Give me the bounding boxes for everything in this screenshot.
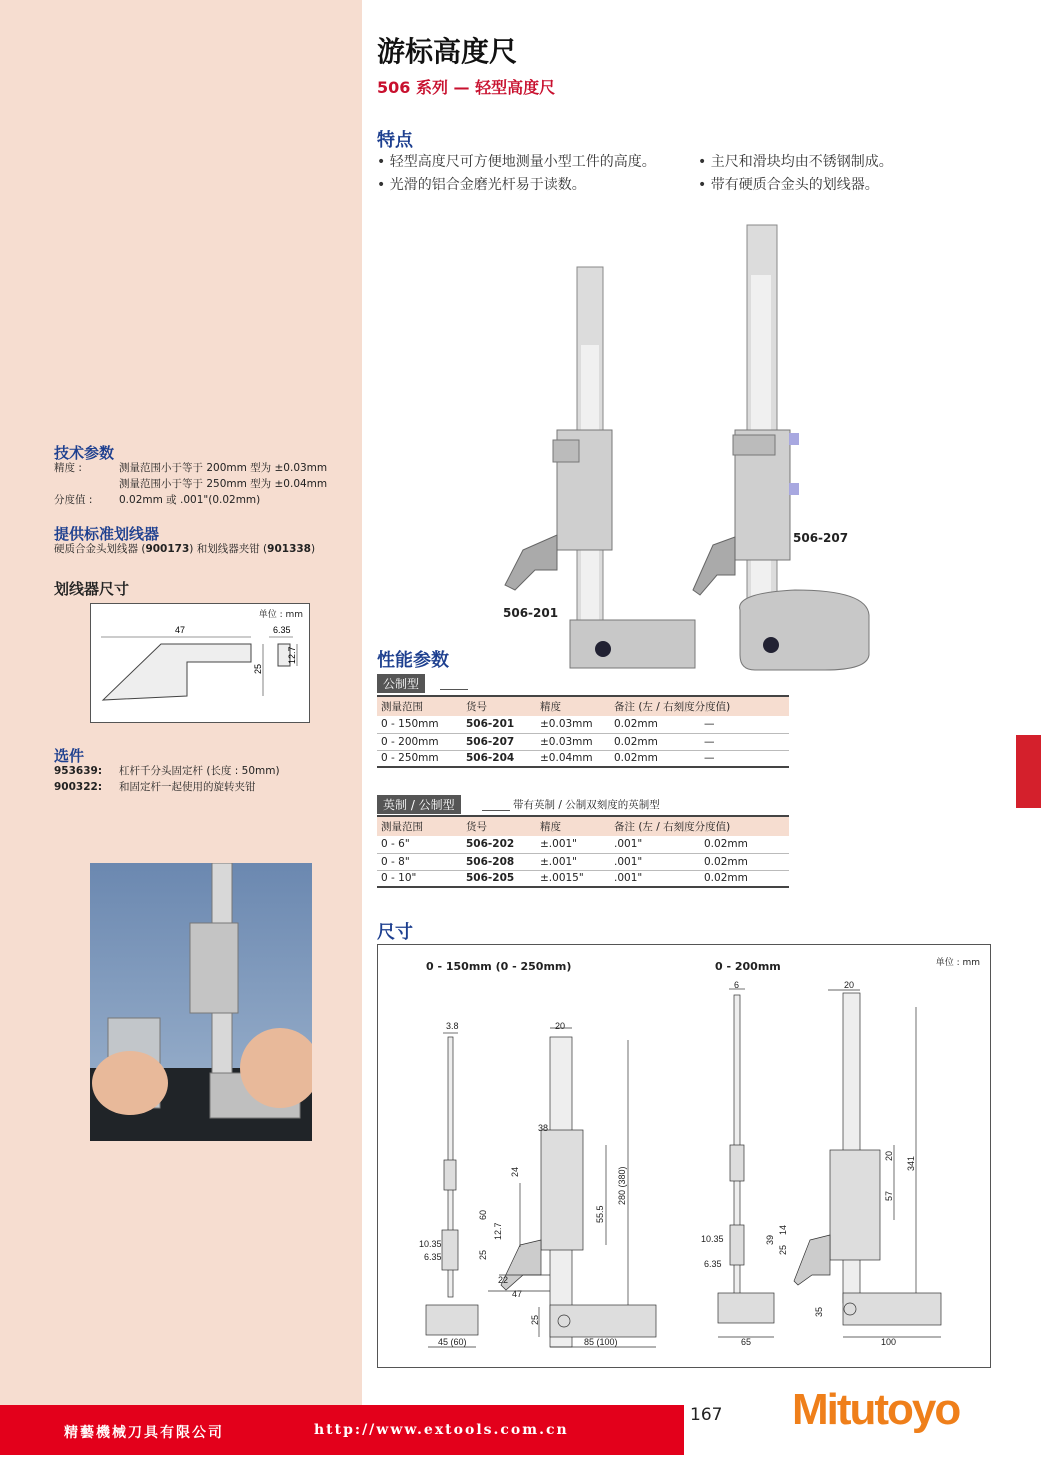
- feature-item: • 轻型高度尺可方便地测量小型工件的高度。: [377, 151, 656, 174]
- scriber-text: 硬质合金头划线器 (900173) 和划线器夹钳 (901338): [54, 543, 316, 555]
- features-heading: 特点: [377, 130, 413, 151]
- svg-text:24: 24: [510, 1166, 520, 1177]
- product-label-a: 506-201: [503, 606, 559, 620]
- svg-text:280 (380): 280 (380): [617, 1166, 627, 1205]
- features-list-right: [698, 151, 893, 197]
- page-subtitle: 506 系列 — 轻型高度尺: [377, 78, 556, 97]
- svg-text:25: 25: [778, 1244, 788, 1255]
- product-label-b: 506-207: [793, 531, 849, 545]
- inch-tag: 英制 / 公制型: [377, 794, 461, 814]
- dimensions-box: [377, 944, 991, 1368]
- metric-tag: 公制型: [377, 673, 425, 693]
- scriber-dims-box: [90, 603, 310, 723]
- accuracy-2: 测量范围小于等于 250mm 型为 ±0.04mm: [119, 478, 328, 490]
- svg-text:100: 100: [881, 1337, 897, 1347]
- table-row: 0 - 10" 506-205 ±.0015" .001" 0.02mm: [377, 870, 789, 887]
- svg-text:3.8: 3.8: [446, 1021, 459, 1031]
- feature-item: • 主尺和滑块均由不锈钢制成。: [698, 151, 893, 174]
- options-list: [54, 763, 354, 795]
- svg-text:20: 20: [844, 980, 855, 990]
- inch-table: [377, 815, 789, 888]
- svg-text:12.7: 12.7: [493, 1222, 503, 1240]
- table-header-row: 测量范围 货号 精度 备注 (左 / 右刻度分度值): [377, 696, 789, 716]
- table-row: 0 - 6" 506-202 ±.001" .001" 0.02mm: [377, 836, 789, 853]
- section-tab: [1016, 735, 1041, 808]
- accuracy-1: 测量范围小于等于 200mm 型为 ±0.03mm: [119, 462, 328, 474]
- svg-text:85 (100): 85 (100): [584, 1337, 618, 1347]
- table-row: 0 - 8" 506-208 ±.001" .001" 0.02mm: [377, 853, 789, 870]
- dimension-drawings: [378, 945, 992, 1369]
- dim-6-35: 6.35: [273, 625, 291, 635]
- table-row: 0 - 150mm 506-201 ±0.03mm 0.02mm —: [377, 716, 789, 733]
- option-item: 953639: 杠杆千分头固定杆 (长度 : 50mm): [54, 765, 280, 777]
- svg-text:38: 38: [538, 1123, 549, 1133]
- dim-47: 47: [175, 625, 186, 635]
- page-number: 167: [690, 1405, 723, 1425]
- svg-text:10.35: 10.35: [701, 1234, 724, 1244]
- footer-company: 精藝機械刀具有限公司: [64, 1425, 224, 1441]
- accuracy-label: 精度 :: [54, 462, 82, 474]
- table-row: 0 - 250mm 506-204 ±0.04mm 0.02mm —: [377, 750, 789, 767]
- performance-heading: 性能参数: [377, 650, 449, 671]
- tech-params: [54, 460, 354, 508]
- svg-text:6.35: 6.35: [424, 1252, 442, 1262]
- graduation-value: 0.02mm 或 .001"(0.02mm): [119, 494, 261, 506]
- dim-12-7: 12.7: [287, 646, 297, 664]
- svg-text:39: 39: [765, 1234, 775, 1245]
- svg-text:20: 20: [884, 1150, 894, 1161]
- footer-bar: [0, 1405, 684, 1455]
- table-header-row: 测量范围 货号 精度 备注 (左 / 右刻度分度值): [377, 816, 789, 836]
- tech-heading: 技术参数: [54, 444, 115, 462]
- svg-text:14: 14: [778, 1224, 788, 1235]
- feature-item: • 带有硬质合金头的划线器。: [698, 174, 893, 197]
- svg-text:10.35: 10.35: [419, 1239, 442, 1249]
- feature-item: • 光滑的铝合金磨光杆易于读数。: [377, 174, 656, 197]
- svg-text:55.5: 55.5: [595, 1205, 605, 1223]
- dims-right-title: 0 - 200mm: [715, 960, 781, 973]
- page-title: 游标高度尺: [377, 35, 518, 68]
- scriber-unit: 单位 : mm: [258, 610, 303, 620]
- scriber-heading: 提供标准划线器: [54, 525, 160, 543]
- svg-text:60: 60: [478, 1209, 488, 1220]
- scriber-dims-heading: 划线器尺寸: [54, 580, 130, 598]
- table-row: 0 - 200mm 506-207 ±0.03mm 0.02mm —: [377, 733, 789, 750]
- svg-text:6.35: 6.35: [704, 1259, 722, 1269]
- svg-text:22: 22: [498, 1275, 509, 1285]
- svg-text:45 (60): 45 (60): [438, 1337, 467, 1347]
- height-gauge-506-207: [693, 225, 869, 670]
- dim-25: 25: [253, 663, 263, 674]
- dims-left-title: 0 - 150mm (0 - 250mm): [426, 960, 572, 973]
- dimensions-heading: 尺寸: [377, 922, 413, 943]
- brand-logo: Mitutoyo: [792, 1385, 960, 1434]
- svg-text:25: 25: [530, 1314, 540, 1325]
- svg-text:47: 47: [512, 1289, 523, 1299]
- svg-text:6: 6: [734, 980, 740, 990]
- inch-note: 带有英制 / 公制双刻度的英制型: [513, 799, 660, 811]
- options-heading: 选件: [54, 747, 85, 765]
- svg-text:35: 35: [814, 1306, 824, 1317]
- graduation-label: 分度值 :: [54, 494, 93, 506]
- svg-text:25: 25: [478, 1249, 488, 1260]
- svg-text:20: 20: [555, 1021, 566, 1031]
- metric-table: [377, 695, 789, 768]
- svg-text:57: 57: [884, 1190, 894, 1201]
- features-list-left: [377, 151, 656, 197]
- svg-text:341: 341: [906, 1155, 916, 1171]
- footer-url[interactable]: http://www.extools.com.cn: [314, 1422, 569, 1438]
- option-item: 900322: 和固定杆一起使用的旋转夹钳: [54, 781, 256, 793]
- scriber-diagram: [91, 604, 311, 724]
- svg-text:65: 65: [741, 1337, 752, 1347]
- usage-photo: [90, 863, 312, 1141]
- dims-unit: 单位 : mm: [935, 958, 980, 968]
